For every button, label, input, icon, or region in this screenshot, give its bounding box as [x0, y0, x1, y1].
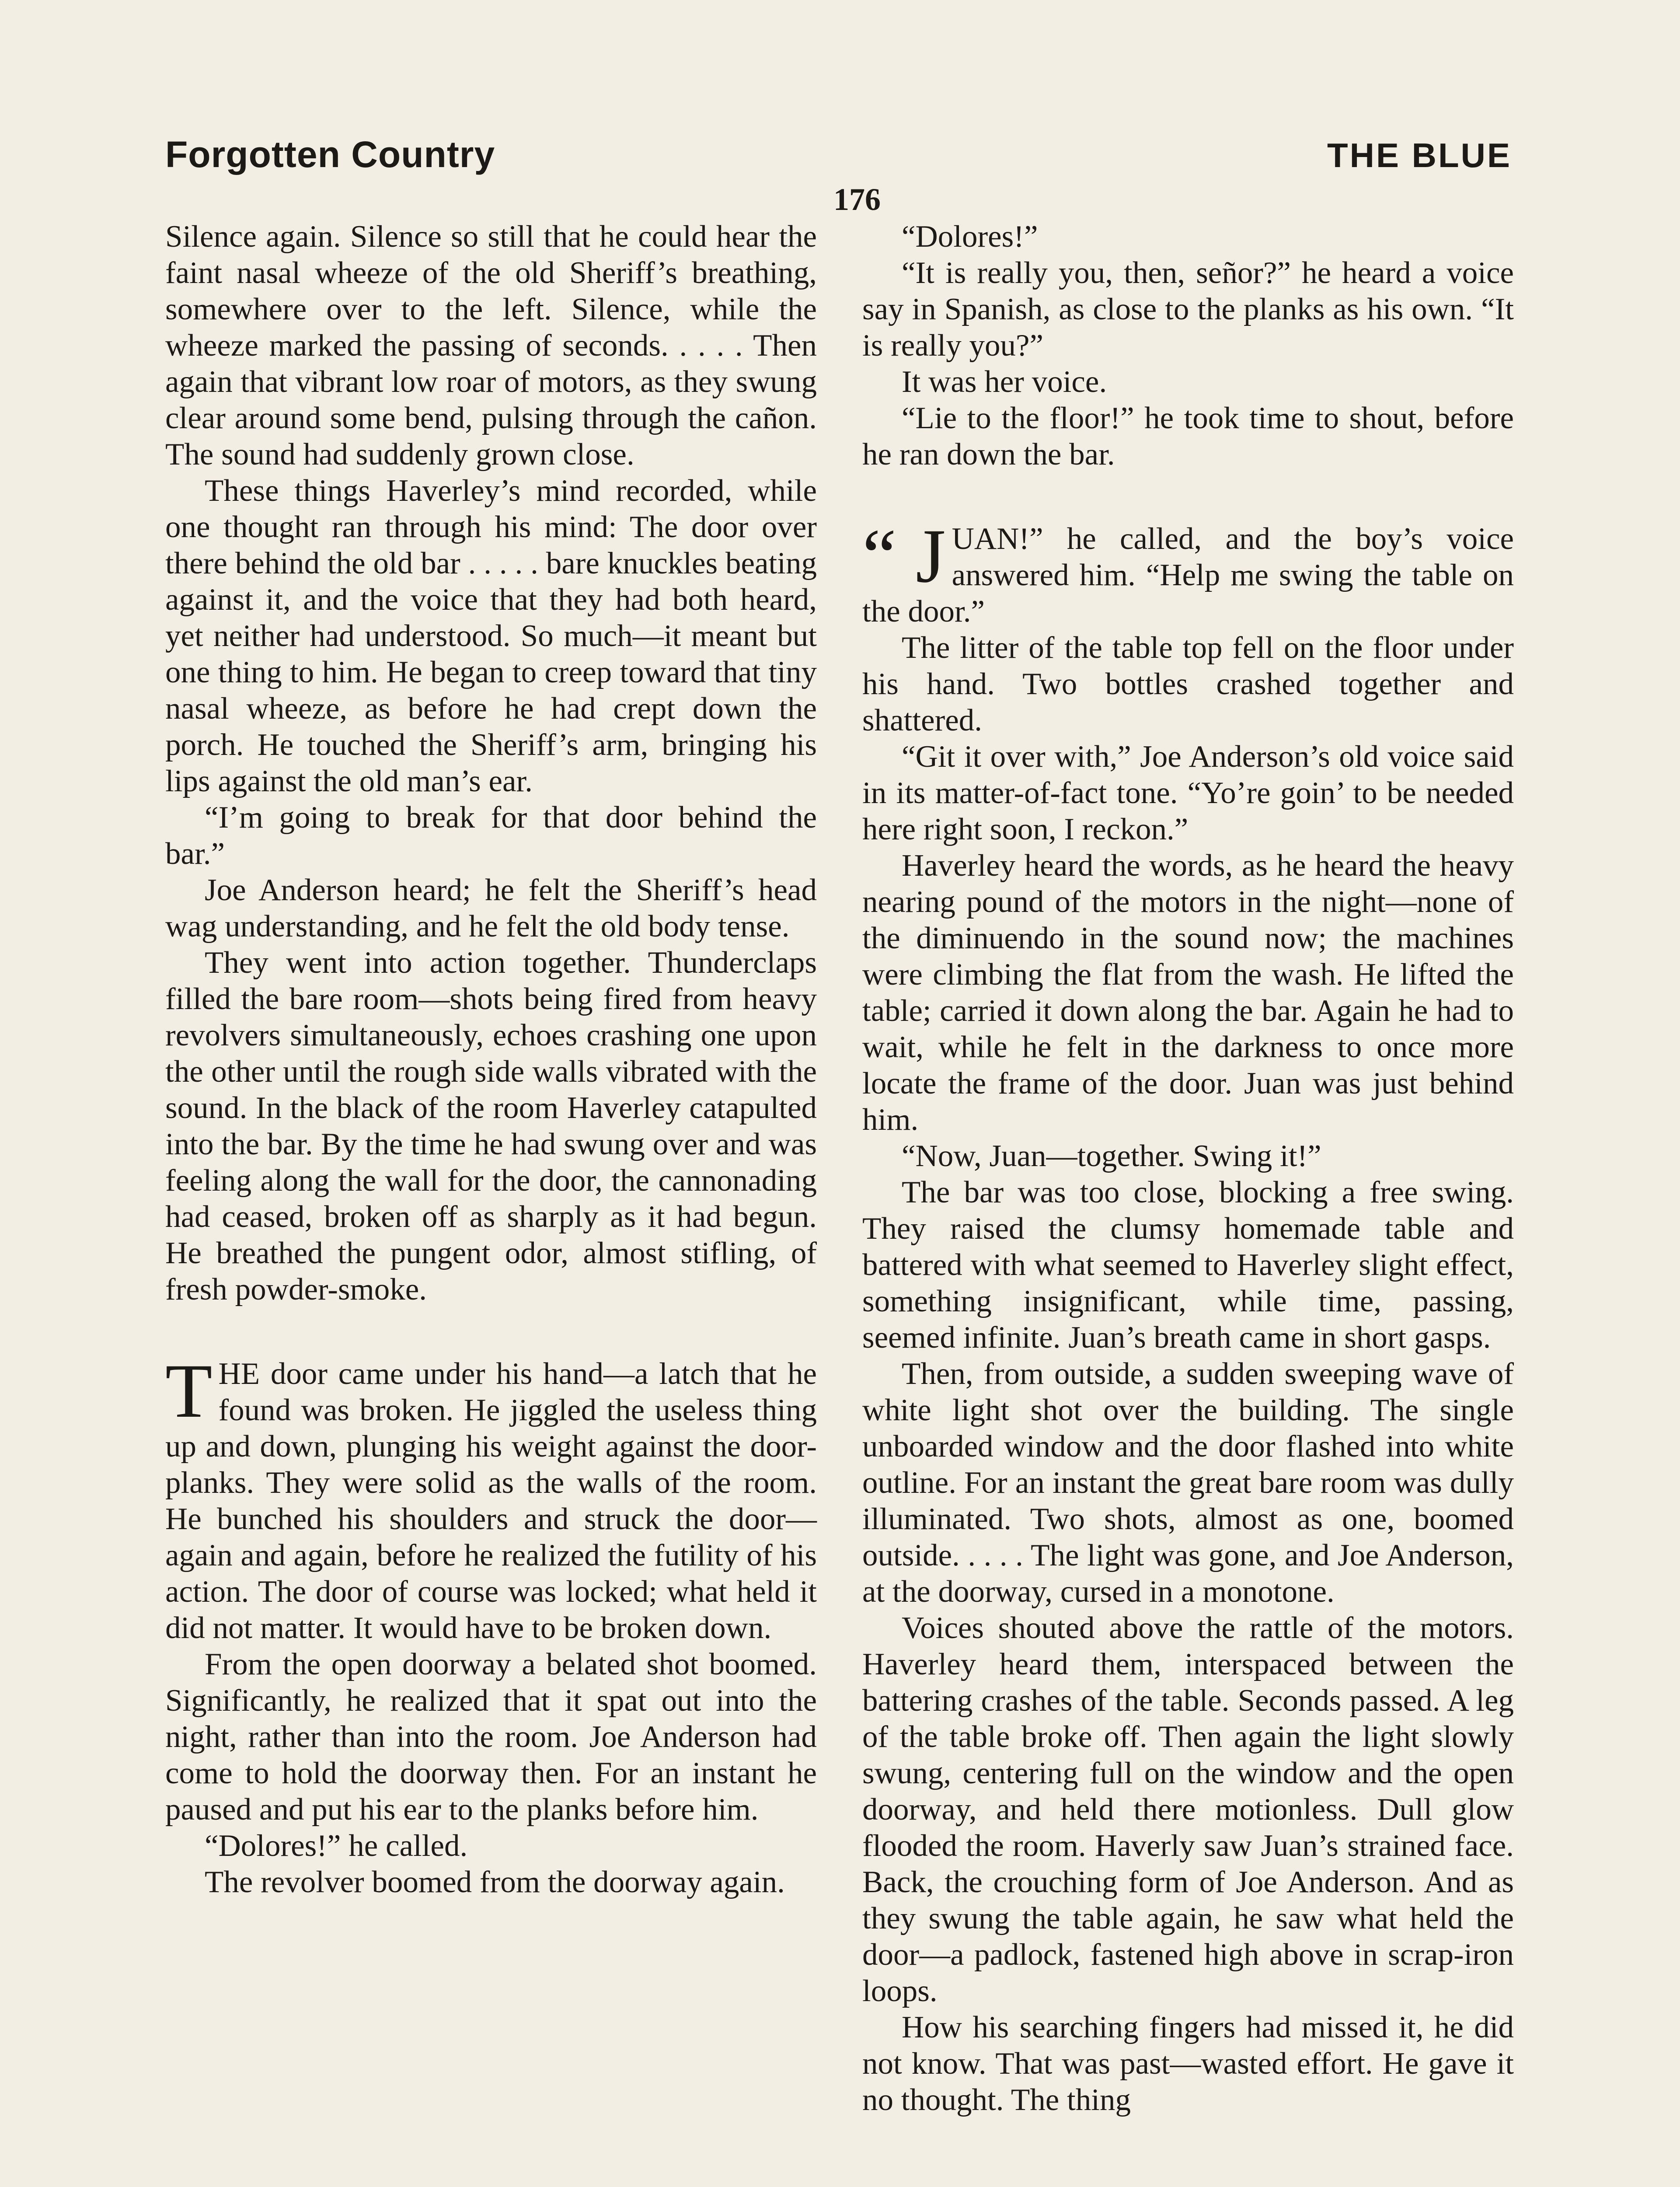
paragraph: The revolver boomed from the doorway again. — [205, 1865, 785, 1899]
paragraph: “It is really you, then, señor?” he heard a voice say in Spanish, as close to the planks as his own. “It is really you?” — [862, 256, 1514, 363]
paragraph: From the open doorway a belated shot boomed. Significantly, he realized that it spat out into the night, rather than into the room. Joe Anderson had come to hold the doorway then. For an instant he paused and put his ear to the planks before him. — [165, 1647, 817, 1827]
magazine-title: THE BLUE — [1327, 136, 1512, 175]
section-paragraph — [862, 514, 1514, 630]
paragraph-text: UAN!” he called, and the boy’s voice answered him. “Help me swing the table on the door.” — [862, 522, 1514, 629]
paragraph: Joe Anderson heard; he felt the Sheriff’s head wag understanding, and he felt the old body tense. — [165, 873, 817, 943]
paragraph: Silence again. Silence so still that he could hear the faint nasal wheeze of the old Sheriff’s breathing, somewhere over to the left. Silence, while the wheeze marked the passing of seconds. . . . . Then again that vibrant low roar of motors, as they swung clear around some bend, pulsing through the cañon. The sound had suddenly grown close. — [165, 220, 817, 472]
paragraph: How his searching fingers had missed it, he did not know. That was past—wasted effort. He gave it no thought. The thing — [862, 2010, 1514, 2117]
paragraph: “Lie to the floor!” he took time to shout, before he ran down the bar. — [862, 401, 1514, 472]
story-title: Forgotten Country — [165, 134, 495, 175]
paragraph: Haverley heard the words, as he heard the heavy nearing pound of the motors in the night—none of the diminuendo in the sound now; the machines were climbing the flat from the wash. He lifted the table; carried it down along the bar. Again he had to wait, while he felt in the darkness to once more locate the frame of the door. Juan was just behind him. — [862, 849, 1514, 1137]
page-number: 176 — [833, 182, 881, 217]
drop-cap: T — [165, 1349, 213, 1434]
right-column — [862, 219, 1514, 2118]
paragraph: “Git it over with,” Joe Anderson’s old voice said in its matter-of-fact tone. “Yo’re goin’ to be needed here right soon, I reckon.” — [862, 740, 1514, 846]
paragraph: “Dolores!” — [902, 220, 1038, 254]
paragraph: The litter of the table top fell on the floor under his hand. Two bottles crashed together and shattered. — [862, 631, 1514, 737]
paragraph: “I’m going to break for that door behind the bar.” — [165, 800, 817, 871]
paragraph: Then, from outside, a sudden sweeping wave of white light shot over the building. The single unboarded window and the door flashed into white outline. For an instant the great bare room was dully illuminated. Two shots, almost as one, boomed outside. . . . . The light was gone, and Joe Anderson, at the doorway, cursed in a monotone. — [862, 1357, 1514, 1609]
paragraph: “Now, Juan—together. Swing it!” — [902, 1139, 1321, 1173]
left-column — [165, 219, 817, 1901]
paragraph: They went into action together. Thunderclaps filled the bare room—shots being fired from heavy revolvers simultaneously, echoes crashing one upon the other until the rough side walls vibrated with the sound. In the black of the room Haverley catapulted into the bar. By the time he had swung over and was feeling along the wall for the door, the cannonading had ceased, broken off as sharply as it had begun. He breathed the pungent odor, almost stifling, of fresh powder-smoke. — [165, 946, 817, 1307]
paragraph: Voices shouted above the rattle of the motors. Haverley heard them, interspaced between the battering crashes of the table. Seconds passed. A leg of the table broke off. Then again the light slowly swung, centering full on the window and the open doorway, and held there motionless. Dull glow flooded the room. Haverly saw Juan’s strained face. Back, the crouching form of Joe Anderson. And as they swung the table again, he saw what held the door—a padlock, fastened high above in scrap-iron loops. — [862, 1611, 1514, 2008]
paragraph: The bar was too close, blocking a free swing. They raised the clumsy homemade table and battered with what seemed to Haverley slight effect, something insignificant, while time, passing, seemed infinite. Juan’s breath came in short gasps. — [862, 1175, 1514, 1355]
section-paragraph — [165, 1349, 817, 1646]
paragraph: These things Haverley’s mind recorded, while one thought ran through his mind: The door over there behind the old bar . . . . . bare knuckles beating against it, and the voice that they had both heard, yet neither had understood. So much—it meant but one thing to him. He began to creep toward that tiny nasal wheeze, as before he had crept down the porch. He touched the Sheriff’s arm, bringing his lips against the old man’s ear. — [165, 474, 817, 798]
paragraph: It was her voice. — [902, 365, 1107, 399]
paragraph: “Dolores!” he called. — [205, 1829, 468, 1863]
paragraph-text: HE door came under his hand—a latch that he found was broken. He jiggled the useless thing up and down, plunging his weight against the door-planks. They were solid as the walls of the room. He bunched his shoulders and struck the door—again and again, before he realized the futility of his action. The door of course was locked; what held it did not matter. It would have to be broken down. — [165, 1357, 817, 1645]
drop-cap: “ J — [862, 514, 946, 599]
